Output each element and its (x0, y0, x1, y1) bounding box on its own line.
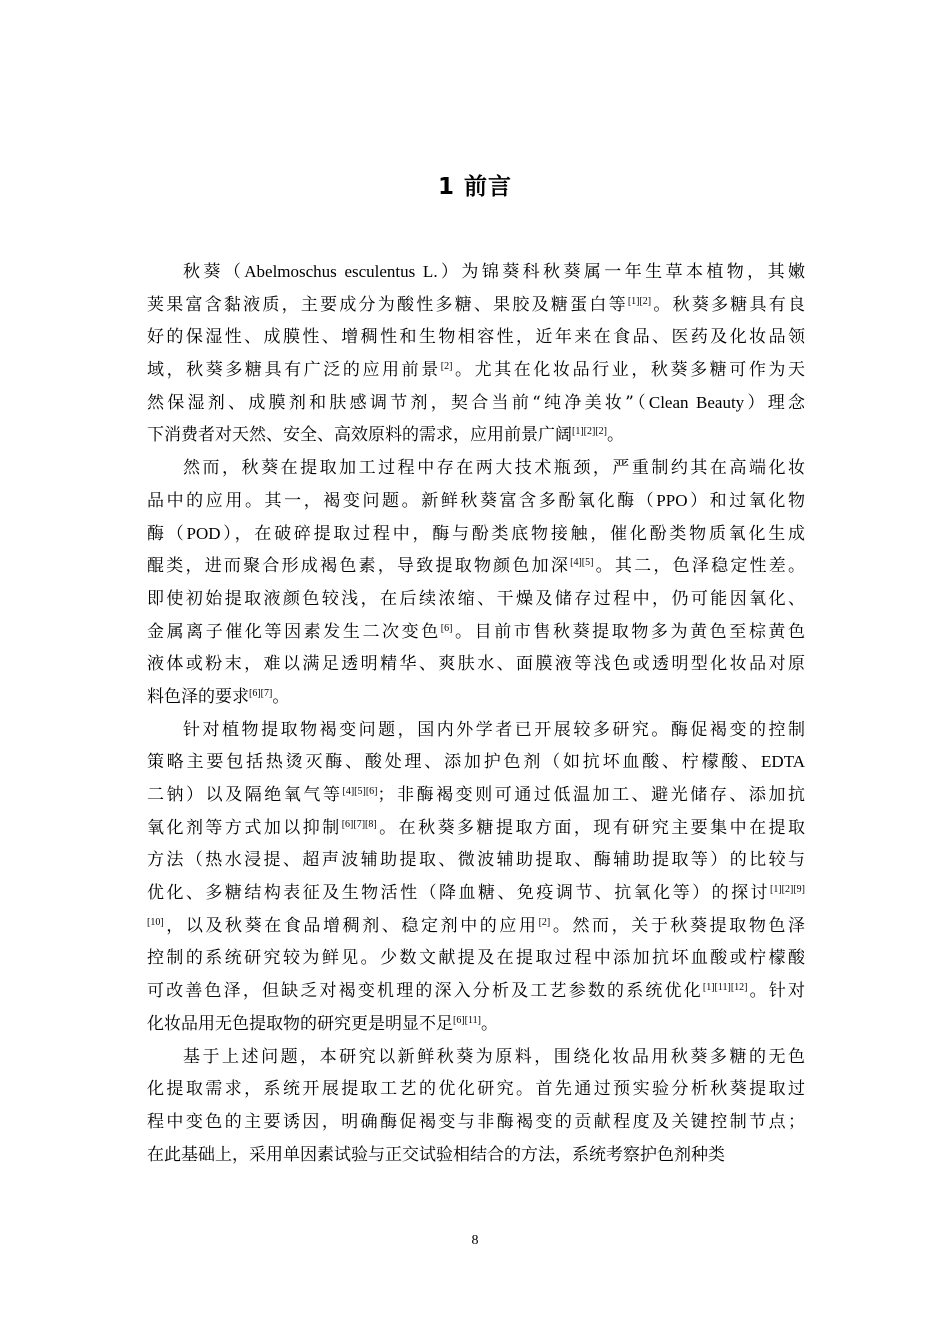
citation-ref: [2] (538, 916, 551, 928)
text-segment: 。 (606, 425, 624, 446)
text-segment: 优化、多糖结构表征及生物活性（降血糖、免疫调节、抗氧化等）的探讨 (147, 883, 771, 904)
text-line (147, 485, 805, 518)
text-segment: 即使初始提取液颜色较浅，在后续浓缩、干燥及储存过程中，仍可能因氧化、 (147, 588, 805, 609)
text-segment: 醌类，进而聚合形成褐色素，导致提取物颜色加深 (147, 556, 571, 577)
text-segment: 秋葵（ (183, 262, 245, 282)
text-line (147, 681, 805, 714)
text-line (147, 779, 805, 812)
text-segment: ；非酶褐变则可通过低温加工、避光储存、添加抗 (377, 785, 805, 805)
citation-ref: [4][5][6] (342, 786, 378, 797)
text-line (147, 1041, 805, 1074)
text-segment: ，以及秋葵在食品增稠剂、稳定剂中的应用 (163, 915, 539, 936)
text-line (147, 1139, 805, 1172)
text-segment: 然而，秋葵在提取加工过程中存在两大技术瓶颈，严重制约其在高端化妆 (183, 458, 805, 479)
text-line (147, 616, 805, 649)
text-segment: 针对植物提取物褐变问题，国内外学者已开展较多研究。酶促褐变的控制 (183, 719, 805, 740)
text-segment: 。 (272, 686, 290, 707)
text-line (147, 289, 805, 322)
text-line (147, 419, 805, 452)
text-line (147, 387, 805, 420)
text-segment: ）为锦葵科秋葵属一年生草本植物，其嫩 (437, 262, 805, 282)
text-segment: 。 (480, 1013, 498, 1034)
citation-ref: [6][7] (249, 687, 273, 699)
citation-ref: [6][7][8] (341, 818, 377, 830)
text-segment: 控制的系统研究较为鲜见。少数文献提及在提取过程中添加抗坏血酸或柠檬酸 (147, 948, 805, 969)
text-segment: 酶（ (147, 523, 187, 544)
text-segment: 二钠）以及隔绝氧气等 (147, 785, 343, 805)
text-line (147, 877, 805, 910)
citation-ref: [10] (147, 916, 164, 928)
text-line (147, 714, 805, 747)
text-line (147, 256, 805, 289)
text-line (147, 354, 805, 387)
paragraph (147, 452, 805, 714)
text-segment: 。在秋葵多糖提取方面，现有研究主要集中在提取 (376, 817, 805, 838)
text-line (147, 910, 805, 943)
text-segment: 液体或粉末，难以满足透明精华、爽肤水、面膜液等浅色或透明型化妆品对原 (147, 654, 805, 675)
text-segment: 。其二，色泽稳定性差。 (593, 556, 805, 577)
text-segment: 程中变色的主要诱因，明确酶促褐变与非酶褐变的贡献程度及关键控制节点； (147, 1111, 805, 1132)
text-segment: ）和过氧化物 (687, 490, 805, 511)
text-segment: 可改善色泽，但缺乏对褐变机理的深入分析及工艺参数的系统优化 (147, 981, 703, 1002)
text-segment: 氧化剂等方式加以抑制 (147, 817, 342, 838)
text-segment: 金属离子催化等因素发生二次变色 (147, 621, 441, 642)
citation-ref: [1][11][12] (702, 982, 748, 994)
text-line (147, 550, 805, 583)
paragraph (147, 256, 805, 452)
document-body (147, 256, 805, 1171)
text-line (147, 1073, 805, 1106)
text-segment: 料色泽的要求 (147, 686, 249, 707)
text-line (147, 1106, 805, 1139)
text-segment: ），在破碎提取过程中，酶与酚类底物接触，催化酚类物质氧化生成 (220, 523, 805, 544)
section-title: 1 前言 (437, 174, 512, 200)
text-segment: PPO (656, 490, 688, 510)
paragraph (147, 714, 805, 1041)
citation-ref: [6] (440, 622, 453, 634)
text-segment: 方法（热水浸提、超声波辅助提取、微波辅助提取、酶辅助提取等）的比较与 (147, 850, 805, 871)
text-segment: 化妆品用无色提取物的研究更是明显不足 (147, 1013, 453, 1034)
citation-ref: [2] (440, 361, 453, 373)
text-segment: 化提取需求，系统开展提取工艺的优化研究。首先通过预实验分析秋葵提取过 (147, 1079, 805, 1100)
text-segment: 。目前市售秋葵提取物多为黄色至棕黄色 (452, 621, 805, 642)
text-line (147, 648, 805, 681)
text-segment: Clean Beauty (648, 392, 745, 412)
text-segment: ）理念 (744, 392, 805, 413)
text-segment: 下消费者对天然、安全、高效原料的需求，应用前景广阔 (147, 425, 572, 446)
citation-ref: [6][11] (453, 1014, 481, 1026)
text-segment: 然保湿剂、成膜剂和肤感调节剂，契合当前“纯净美妆”（ (147, 392, 649, 413)
citation-ref: [1][2][2] (572, 426, 607, 438)
text-segment: 。秋葵多糖具有良 (651, 294, 805, 315)
text-segment: 。尤其在化妆品行业，秋葵多糖可作为天 (452, 360, 805, 381)
text-segment: 荚果富含黏液质，主要成分为酸性多糖、果胶及糖蛋白等 (147, 294, 628, 315)
page-number: 8 (471, 1233, 479, 1248)
text-line (147, 942, 805, 975)
text-segment: EDTA (761, 752, 805, 772)
text-segment: POD (186, 523, 221, 543)
text-segment: Abelmoschus esculentus L. (244, 262, 438, 281)
citation-ref: [1][2] (627, 295, 652, 307)
paragraph (147, 1041, 805, 1172)
citation-ref: [4][5] (570, 557, 594, 569)
text-line (147, 746, 805, 779)
text-line (147, 844, 805, 877)
text-segment: 在此基础上，采用单因素试验与正交试验相结合的方法，系统考察护色剂种类 (147, 1144, 725, 1165)
text-segment: 。然而，关于秋葵提取物色泽 (550, 915, 805, 936)
text-segment: 品中的应用。其一，褐变问题。新鲜秋葵富含多酚氧化酶（ (147, 490, 657, 511)
text-line (147, 975, 805, 1008)
text-segment: 策略主要包括热烫灭酶、酸处理、添加护色剂（如抗坏血酸、柠檬酸、 (147, 752, 762, 773)
text-segment: 好的保湿性、成膜性、增稠性和生物相容性，近年来在食品、医药及化妆品领 (147, 327, 805, 348)
citation-ref: [1][2][9] (770, 884, 805, 896)
text-line (147, 583, 805, 616)
text-line (147, 321, 805, 354)
text-segment: 基于上述问题，本研究以新鲜秋葵为原料，围绕化妆品用秋葵多糖的无色 (183, 1046, 805, 1067)
text-line (147, 518, 805, 551)
text-line (147, 1008, 805, 1041)
text-line (147, 812, 805, 845)
text-segment: 域，秋葵多糖具有广泛的应用前景 (147, 360, 441, 381)
text-line (147, 452, 805, 485)
text-segment: 。针对 (747, 981, 805, 1002)
